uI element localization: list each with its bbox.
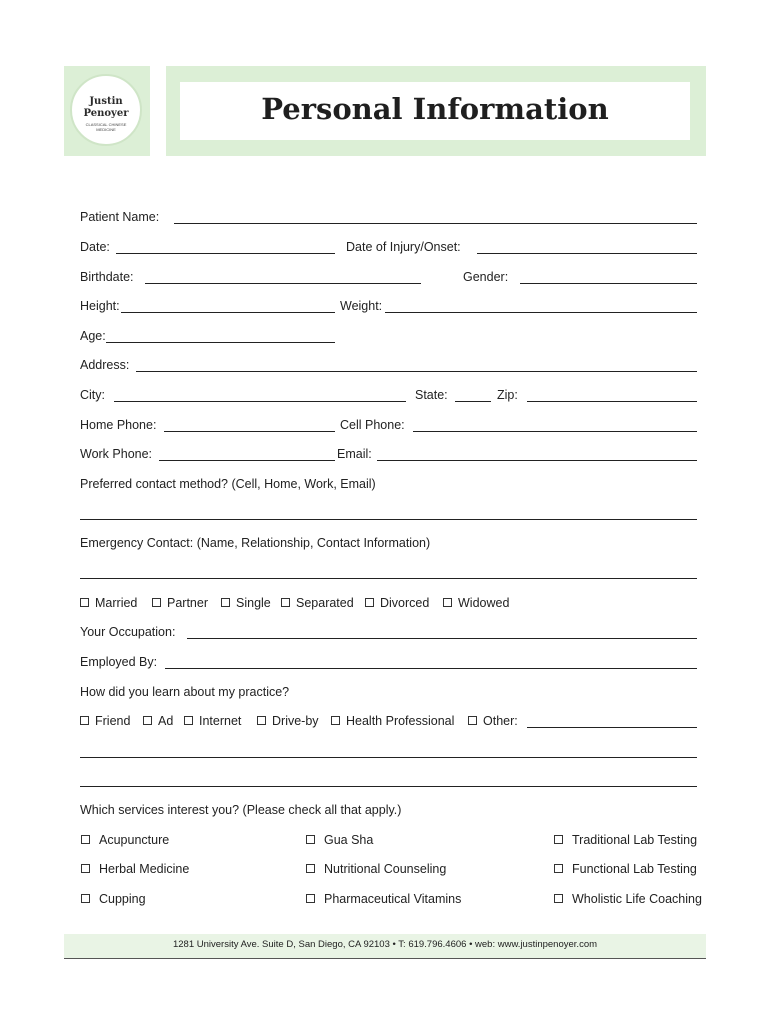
page-title: Personal Information <box>261 92 609 126</box>
gender-field[interactable] <box>520 283 697 284</box>
occupation-field[interactable] <box>187 638 697 639</box>
age-field[interactable] <box>106 342 335 343</box>
footer-bar <box>64 934 706 959</box>
service-herbal-medicine-label: Herbal Medicine <box>99 862 190 876</box>
checkbox-health-professional[interactable] <box>331 716 340 725</box>
emergency-contact-label: Emergency Contact: (Name, Relationship, Contact Information) <box>80 536 431 550</box>
birthdate-field[interactable] <box>145 283 421 284</box>
marital-divorced-label: Divorced <box>380 596 430 610</box>
zip-label: Zip: <box>497 388 518 402</box>
checkbox-pharmaceutical-vitamins[interactable] <box>306 894 315 903</box>
marital-separated-label: Separated <box>296 596 354 610</box>
service-nutritional-counseling-label: Nutritional Counseling <box>324 862 447 876</box>
preferred-contact-label: Preferred contact method? (Cell, Home, Work, Email) <box>80 477 376 491</box>
cell-phone-field[interactable] <box>413 431 697 432</box>
patient-name-field[interactable] <box>174 223 697 224</box>
address-label: Address: <box>80 358 130 372</box>
logo-name-last: Penoyer <box>83 108 129 119</box>
marital-widowed-label: Widowed <box>458 596 510 610</box>
age-label: Age: <box>80 329 106 343</box>
logo-name-first: Justin <box>89 96 123 107</box>
occupation-label: Your Occupation: <box>80 625 176 639</box>
checkbox-traditional-lab-testing[interactable] <box>554 835 563 844</box>
email-label: Email: <box>337 447 372 461</box>
learn-internet-label: Internet <box>199 714 242 728</box>
learn-notes-line-2[interactable] <box>80 786 697 787</box>
preferred-contact-field[interactable] <box>80 519 697 520</box>
checkbox-married[interactable] <box>80 598 89 607</box>
services-question-label: Which services interest you? (Please check all that apply.) <box>80 803 402 817</box>
learn-drive-by-label: Drive-by <box>272 714 319 728</box>
city-label: City: <box>80 388 105 402</box>
date-of-injury-field[interactable] <box>477 253 697 254</box>
service-traditional-lab-label: Traditional Lab Testing <box>572 833 698 847</box>
checkbox-internet[interactable] <box>184 716 193 725</box>
home-phone-label: Home Phone: <box>80 418 157 432</box>
marital-partner-label: Partner <box>167 596 208 610</box>
learn-ad-label: Ad <box>158 714 174 728</box>
service-wholistic-coaching-label: Wholistic Life Coaching <box>572 892 702 906</box>
footer-contact-info: 1281 University Ave. Suite D, San Diego, CA 92103 • T: 619.796.4606 • web: www.justinpenoyer.com <box>172 939 598 950</box>
weight-label: Weight: <box>340 299 383 313</box>
state-field[interactable] <box>455 401 491 402</box>
service-functional-lab-label: Functional Lab Testing <box>572 862 697 876</box>
employed-by-field[interactable] <box>165 668 697 669</box>
work-phone-label: Work Phone: <box>80 447 153 461</box>
checkbox-ad[interactable] <box>143 716 152 725</box>
checkbox-drive-by[interactable] <box>257 716 266 725</box>
employed-by-label: Employed By: <box>80 655 158 669</box>
checkbox-gua-sha[interactable] <box>306 835 315 844</box>
marital-single-label: Single <box>236 596 271 610</box>
height-label: Height: <box>80 299 120 313</box>
checkbox-friend[interactable] <box>80 716 89 725</box>
date-field[interactable] <box>116 253 335 254</box>
home-phone-field[interactable] <box>164 431 335 432</box>
checkbox-cupping[interactable] <box>81 894 90 903</box>
service-gua-sha-label: Gua Sha <box>324 833 374 847</box>
title-box <box>180 82 690 140</box>
learn-other-label: Other: <box>483 714 518 728</box>
learn-question-label: How did you learn about my practice? <box>80 685 290 699</box>
learn-health-professional-label: Health Professional <box>346 714 455 728</box>
checkbox-wholistic-life-coaching[interactable] <box>554 894 563 903</box>
emergency-contact-field[interactable] <box>80 578 697 579</box>
checkbox-divorced[interactable] <box>365 598 374 607</box>
gender-label: Gender: <box>463 270 509 284</box>
checkbox-widowed[interactable] <box>443 598 452 607</box>
checkbox-nutritional-counseling[interactable] <box>306 864 315 873</box>
checkbox-partner[interactable] <box>152 598 161 607</box>
patient-name-label: Patient Name: <box>80 210 160 224</box>
address-field[interactable] <box>136 371 697 372</box>
work-phone-field[interactable] <box>159 460 335 461</box>
practice-logo <box>70 74 142 146</box>
learn-notes-line-1[interactable] <box>80 757 697 758</box>
date-label: Date: <box>80 240 110 254</box>
weight-field[interactable] <box>385 312 697 313</box>
email-field[interactable] <box>377 460 697 461</box>
service-cupping-label: Cupping <box>99 892 146 906</box>
learn-other-field[interactable] <box>527 727 697 728</box>
cell-phone-label: Cell Phone: <box>340 418 405 432</box>
birthdate-label: Birthdate: <box>80 270 134 284</box>
city-field[interactable] <box>114 401 406 402</box>
date-of-injury-label: Date of Injury/Onset: <box>346 240 461 254</box>
state-label: State: <box>415 388 448 402</box>
checkbox-other[interactable] <box>468 716 477 725</box>
checkbox-separated[interactable] <box>281 598 290 607</box>
marital-married-label: Married <box>95 596 138 610</box>
learn-friend-label: Friend <box>95 714 131 728</box>
logo-subtitle: CLASSICAL CHINESE MEDICINE <box>85 122 127 132</box>
logo-box <box>64 66 150 156</box>
zip-field[interactable] <box>527 401 697 402</box>
checkbox-acupuncture[interactable] <box>81 835 90 844</box>
title-band <box>166 66 706 156</box>
service-acupuncture-label: Acupuncture <box>99 833 170 847</box>
service-pharmaceutical-vitamins-label: Pharmaceutical Vitamins <box>324 892 462 906</box>
height-field[interactable] <box>121 312 335 313</box>
checkbox-functional-lab-testing[interactable] <box>554 864 563 873</box>
checkbox-single[interactable] <box>221 598 230 607</box>
checkbox-herbal-medicine[interactable] <box>81 864 90 873</box>
